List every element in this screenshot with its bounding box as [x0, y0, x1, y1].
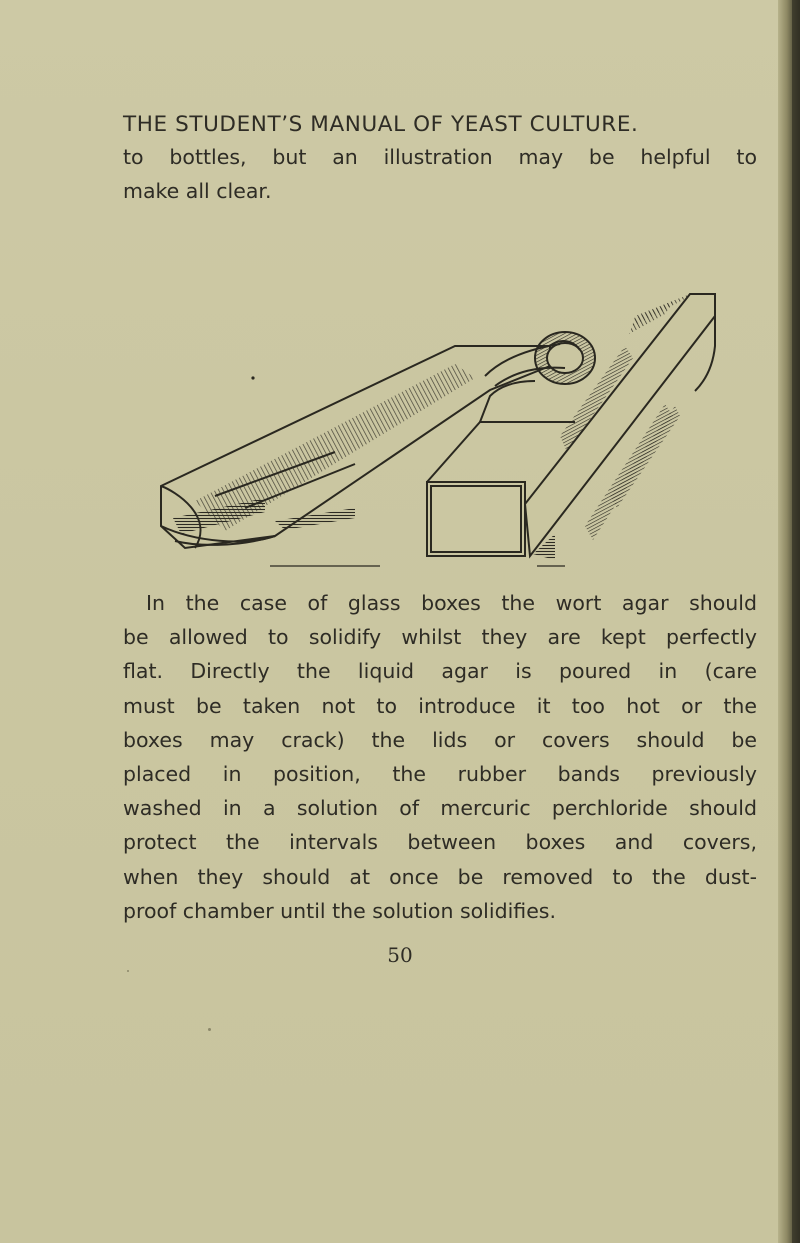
paragraph-line: protect the intervals between boxes and covers,	[123, 830, 757, 855]
illustration-glass-boxes	[155, 286, 725, 570]
book-spine-shadow	[792, 0, 800, 1243]
page-number: 50	[387, 943, 413, 967]
paragraph-line: must be taken not to introduce it too hot or the	[123, 693, 757, 718]
running-head: THE STUDENT’S MANUAL OF YEAST CULTURE.	[123, 112, 639, 137]
paragraph-1	[123, 140, 757, 208]
paragraph-2	[123, 586, 757, 928]
paragraph-line: be allowed to solidify whilst they are kept perfectly	[123, 625, 757, 650]
paragraph-line: when they should at once be removed to the dust-	[123, 864, 757, 889]
paper-speck	[127, 970, 129, 972]
paragraph-line: make all clear.	[123, 179, 272, 204]
paragraph-line: In the case of glass boxes the wort agar should	[146, 591, 757, 615]
paper-speck	[208, 1028, 211, 1031]
paragraph-line: proof chamber until the solution solidifies.	[123, 898, 557, 923]
paragraph-line: placed in position, the rubber bands previously	[123, 762, 757, 787]
paragraph-line: flat. Directly the liquid agar is poured in (care	[123, 659, 757, 684]
paragraph-line: washed in a solution of mercuric perchloride should	[123, 796, 757, 821]
paragraph-line: boxes may crack) the lids or covers should be	[123, 727, 757, 752]
paragraph-line: to bottles, but an illustration may be helpful to	[123, 145, 757, 169]
